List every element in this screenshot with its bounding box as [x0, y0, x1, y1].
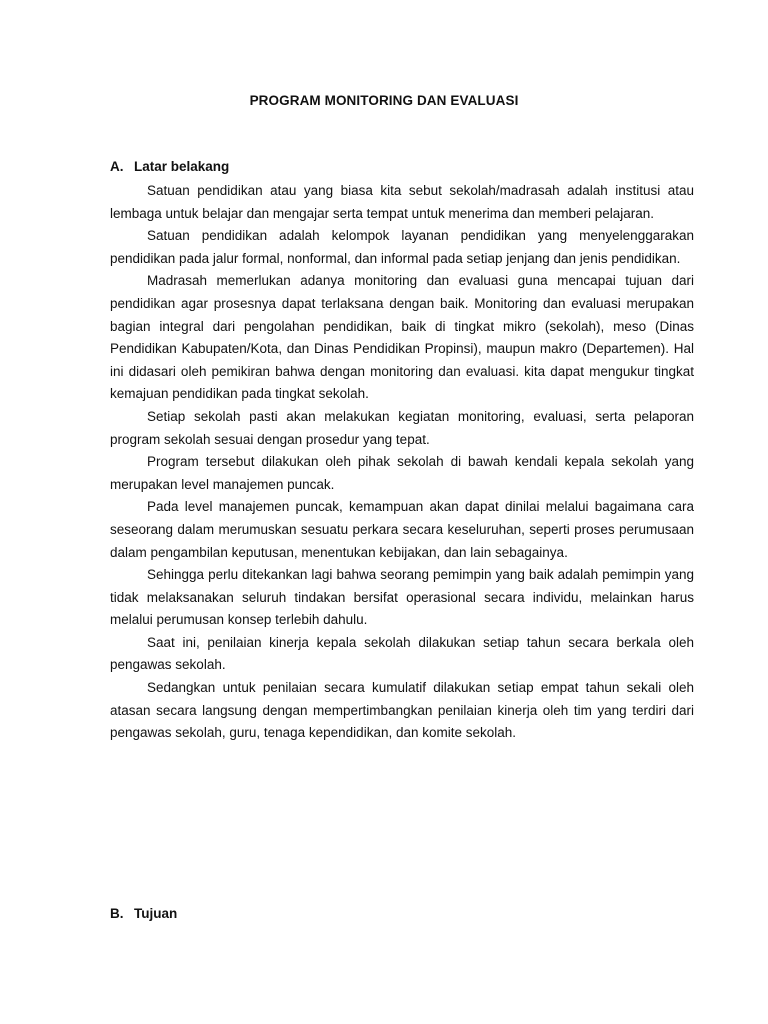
section-a-marker: A.: [110, 159, 124, 174]
section-b-marker: B.: [110, 906, 124, 921]
section-a-title: Latar belakang: [134, 159, 230, 174]
paragraph: Satuan pendidikan atau yang biasa kita sebut sekolah/madrasah adalah institusi atau lembaga untuk belajar dan mengajar serta tempat untuk menerima dan memberi pelajaran.: [110, 183, 694, 221]
section-b-heading: [110, 906, 177, 921]
paragraph: Setiap sekolah pasti akan melakukan kegiatan monitoring, evaluasi, serta pelaporan program sekolah sesuai dengan prosedur yang tepat.: [110, 408, 694, 447]
paragraph: Sedangkan untuk penilaian secara kumulatif dilakukan setiap empat tahun sekali oleh atasan secara langsung dengan mempertimbangkan penilaian kinerja oleh tim yang terdiri dari pengawas sekolah, guru, tenaga kependidikan, dan komite sekolah.: [110, 680, 694, 741]
section-a-body: [110, 180, 694, 745]
paragraph: Pada level manajemen puncak, kemampuan akan dapat dinilai melalui bagaimana cara seseorang dalam merumuskan sesuatu perkara secara keseluruhan, seperti proses perumusaan dalam pengambilan keputusan, menentukan kebijakan, dan lain sebagainya.: [110, 499, 694, 560]
document-title: PROGRAM MONITORING DAN EVALUASI: [249, 93, 519, 108]
paragraph: Madrasah memerlukan adanya monitoring dan evaluasi guna mencapai tujuan dari pendidikan agar prosesnya dapat terlaksana dengan baik. Monitoring dan evaluasi merupakan bagian integral dari pengolahan pendidikan, baik di tingkat mikro (sekolah), meso (Dinas Pendidikan Kabupaten/Kota, dan Dinas Pendidikan Propinsi), maupun makro (Departemen). Hal ini didasari oleh pemikiran bahwa dengan monitoring dan evaluasi. kita dapat mengukur tingkat kemajuan pendidikan pada tingkat sekolah.: [110, 273, 694, 402]
paragraph: Saat ini, penilaian kinerja kepala sekolah dilakukan setiap tahun secara berkala oleh pengawas sekolah.: [110, 634, 694, 673]
paragraph: Program tersebut dilakukan oleh pihak sekolah di bawah kendali kepala sekolah yang merupakan level manajemen puncak.: [110, 454, 694, 492]
section-b-title: Tujuan: [134, 906, 178, 921]
paragraph: Sehingga perlu ditekankan lagi bahwa seorang pemimpin yang baik adalah pemimpin yang tidak melaksanakan seluruh tindakan bersifat operasional secara individu, melainkan harus melalui perumusan konsep terlebih dahulu.: [110, 567, 694, 628]
section-a-heading: [110, 159, 229, 174]
paragraph: Satuan pendidikan adalah kelompok layanan pendidikan yang menyelenggarakan pendidikan pada jalur formal, nonformal, dan informal pada setiap jenjang dan jenis pendidikan.: [110, 228, 694, 266]
